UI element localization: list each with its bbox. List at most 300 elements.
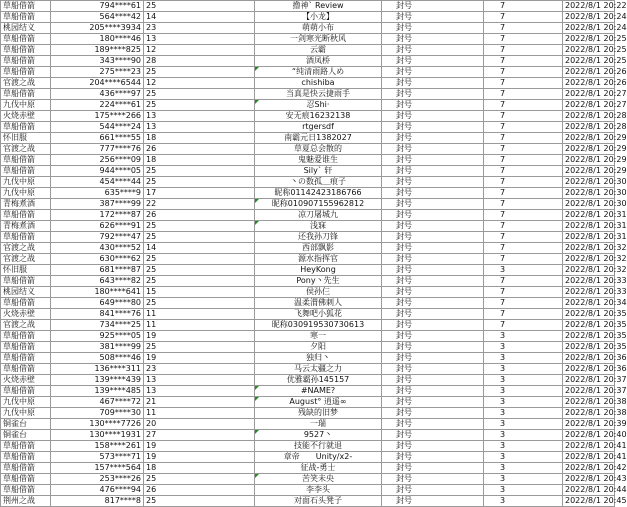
- datetime-cell[interactable]: 2022/8/1 20:27: [563, 89, 615, 100]
- count-cell[interactable]: 3: [484, 430, 563, 441]
- team-cell[interactable]: 草船借箭: [1, 1, 51, 12]
- team-cell[interactable]: 火烧赤壁: [1, 111, 51, 122]
- team-cell[interactable]: 铜雀台: [1, 430, 51, 441]
- nickname-cell[interactable]: 侯孙仨: [255, 287, 382, 298]
- level-cell[interactable]: 19: [144, 441, 255, 452]
- team-cell[interactable]: 草船借箭: [1, 45, 51, 56]
- uid-cell[interactable]: 777****76: [51, 144, 144, 155]
- level-cell[interactable]: 19: [144, 353, 255, 364]
- datetime-cell[interactable]: 2022/8/1 20:35: [563, 309, 615, 320]
- level-cell[interactable]: 25: [144, 177, 255, 188]
- datetime-cell[interactable]: 2022/8/1 20:22: [563, 1, 615, 12]
- count-cell[interactable]: 7: [484, 254, 563, 265]
- count-cell[interactable]: 7: [484, 188, 563, 199]
- level-cell[interactable]: 13: [144, 34, 255, 45]
- team-cell[interactable]: 九伐中原: [1, 100, 51, 111]
- count-cell[interactable]: 7: [484, 287, 563, 298]
- nickname-cell[interactable]: 残缺的旧梦: [255, 408, 382, 419]
- count-cell[interactable]: 3: [484, 419, 563, 430]
- uid-cell[interactable]: 275****23: [51, 67, 144, 78]
- action-cell[interactable]: 封号: [382, 375, 484, 386]
- action-cell[interactable]: 封号: [382, 463, 484, 474]
- nickname-cell[interactable]: 苦笑未央: [255, 474, 382, 485]
- count-cell[interactable]: 7: [484, 177, 563, 188]
- action-cell[interactable]: 封号: [382, 67, 484, 78]
- action-cell[interactable]: 封号: [382, 386, 484, 397]
- nickname-cell[interactable]: 西部飘影: [255, 243, 382, 254]
- nickname-cell[interactable]: 凉刀屠城九: [255, 210, 382, 221]
- team-cell[interactable]: 草船借箭: [1, 298, 51, 309]
- datetime-cell[interactable]: 2022/8/1 20:35: [563, 320, 615, 331]
- nickname-cell[interactable]: 忍Shi·: [255, 100, 382, 111]
- count-cell[interactable]: 3: [484, 485, 563, 496]
- uid-cell[interactable]: 454****44: [51, 177, 144, 188]
- count-cell[interactable]: 3: [484, 496, 563, 507]
- count-cell[interactable]: 7: [484, 320, 563, 331]
- uid-cell[interactable]: 544****24: [51, 122, 144, 133]
- uid-cell[interactable]: 343****90: [51, 56, 144, 67]
- action-cell[interactable]: 封号: [382, 485, 484, 496]
- level-cell[interactable]: 18: [144, 155, 255, 166]
- level-cell[interactable]: 25: [144, 496, 255, 507]
- count-cell[interactable]: 7: [484, 210, 563, 221]
- team-cell[interactable]: 青梅煮酒: [1, 199, 51, 210]
- uid-cell[interactable]: 172****87: [51, 210, 144, 221]
- datetime-cell[interactable]: 2022/8/1 20:41: [563, 441, 615, 452]
- action-cell[interactable]: 封号: [382, 155, 484, 166]
- count-cell[interactable]: 3: [484, 331, 563, 342]
- action-cell[interactable]: 封号: [382, 221, 484, 232]
- level-cell[interactable]: 13: [144, 111, 255, 122]
- uid-cell[interactable]: 139****485: [51, 386, 144, 397]
- nickname-cell[interactable]: 撸神` Review: [255, 1, 382, 12]
- action-cell[interactable]: 封号: [382, 166, 484, 177]
- nickname-cell[interactable]: 章帝 Unity/x2-: [255, 452, 382, 463]
- datetime-cell[interactable]: 2022/8/1 20:24: [563, 12, 615, 23]
- datetime-cell[interactable]: 2022/8/1 20:33: [563, 276, 615, 287]
- uid-cell[interactable]: 180****46: [51, 34, 144, 45]
- nickname-cell[interactable]: 草夏总会散的: [255, 144, 382, 155]
- count-cell[interactable]: 7: [484, 100, 563, 111]
- datetime-cell[interactable]: 2022/8/1 20:25: [563, 56, 615, 67]
- uid-cell[interactable]: 158****261: [51, 441, 144, 452]
- team-cell[interactable]: 草船借箭: [1, 56, 51, 67]
- team-cell[interactable]: 草船借箭: [1, 232, 51, 243]
- level-cell[interactable]: 17: [144, 188, 255, 199]
- team-cell[interactable]: 九伐中原: [1, 188, 51, 199]
- datetime-cell[interactable]: 2022/8/1 20:43: [563, 474, 615, 485]
- level-cell[interactable]: 18: [144, 133, 255, 144]
- action-cell[interactable]: 封号: [382, 34, 484, 45]
- level-cell[interactable]: 23: [144, 364, 255, 375]
- uid-cell[interactable]: 381****99: [51, 342, 144, 353]
- level-cell[interactable]: 25: [144, 1, 255, 12]
- action-cell[interactable]: 封号: [382, 177, 484, 188]
- team-cell[interactable]: 官渡之战: [1, 78, 51, 89]
- team-cell[interactable]: 草船借箭: [1, 474, 51, 485]
- level-cell[interactable]: 13: [144, 386, 255, 397]
- uid-cell[interactable]: 139****439: [51, 375, 144, 386]
- action-cell[interactable]: 封号: [382, 496, 484, 507]
- team-cell[interactable]: 青梅煮酒: [1, 221, 51, 232]
- count-cell[interactable]: 3: [484, 397, 563, 408]
- level-cell[interactable]: 27: [144, 430, 255, 441]
- datetime-cell[interactable]: 2022/8/1 20:32: [563, 243, 615, 254]
- team-cell[interactable]: 草船借箭: [1, 67, 51, 78]
- uid-cell[interactable]: 467****72: [51, 397, 144, 408]
- nickname-cell[interactable]: August° 逍遥∞: [255, 397, 382, 408]
- team-cell[interactable]: 草船借箭: [1, 155, 51, 166]
- datetime-cell[interactable]: 2022/8/1 20:29: [563, 133, 615, 144]
- count-cell[interactable]: 7: [484, 221, 563, 232]
- team-cell[interactable]: 草船借箭: [1, 122, 51, 133]
- nickname-cell[interactable]: rtgersdf: [255, 122, 382, 133]
- nickname-cell[interactable]: 丶の数孤＿痕子: [255, 177, 382, 188]
- level-cell[interactable]: 19: [144, 331, 255, 342]
- team-cell[interactable]: 草船借箭: [1, 364, 51, 375]
- level-cell[interactable]: 15: [144, 287, 255, 298]
- action-cell[interactable]: 封号: [382, 45, 484, 56]
- level-cell[interactable]: 26: [144, 144, 255, 155]
- action-cell[interactable]: 封号: [382, 441, 484, 452]
- uid-cell[interactable]: 630****62: [51, 254, 144, 265]
- count-cell[interactable]: 7: [484, 67, 563, 78]
- team-cell[interactable]: 草船借箭: [1, 166, 51, 177]
- action-cell[interactable]: 封号: [382, 419, 484, 430]
- datetime-cell[interactable]: 2022/8/1 20:33: [563, 287, 615, 298]
- team-cell[interactable]: 官渡之战: [1, 320, 51, 331]
- team-cell[interactable]: 草船借箭: [1, 210, 51, 221]
- level-cell[interactable]: 25: [144, 166, 255, 177]
- count-cell[interactable]: 7: [484, 276, 563, 287]
- action-cell[interactable]: 封号: [382, 232, 484, 243]
- nickname-cell[interactable]: 萌萌小布: [255, 23, 382, 34]
- datetime-cell[interactable]: 2022/8/1 20:32: [563, 265, 615, 276]
- datetime-cell[interactable]: 2022/8/1 20:44: [563, 485, 615, 496]
- nickname-cell[interactable]: 鬼魅爱谁生: [255, 155, 382, 166]
- count-cell[interactable]: 7: [484, 23, 563, 34]
- count-cell[interactable]: 7: [484, 298, 563, 309]
- nickname-cell[interactable]: 安无痕16232138: [255, 111, 382, 122]
- level-cell[interactable]: 21: [144, 397, 255, 408]
- uid-cell[interactable]: 204****6544: [51, 78, 144, 89]
- action-cell[interactable]: 封号: [382, 144, 484, 155]
- action-cell[interactable]: 封号: [382, 397, 484, 408]
- action-cell[interactable]: 封号: [382, 309, 484, 320]
- datetime-cell[interactable]: 2022/8/1 20:31: [563, 221, 615, 232]
- count-cell[interactable]: 7: [484, 1, 563, 12]
- action-cell[interactable]: 封号: [382, 320, 484, 331]
- level-cell[interactable]: 25: [144, 221, 255, 232]
- count-cell[interactable]: 7: [484, 89, 563, 100]
- uid-cell[interactable]: 476****94: [51, 485, 144, 496]
- count-cell[interactable]: 7: [484, 78, 563, 89]
- action-cell[interactable]: 封号: [382, 56, 484, 67]
- level-cell[interactable]: 13: [144, 375, 255, 386]
- datetime-cell[interactable]: 2022/8/1 20:31: [563, 232, 615, 243]
- uid-cell[interactable]: 841****76: [51, 309, 144, 320]
- action-cell[interactable]: 封号: [382, 1, 484, 12]
- datetime-cell[interactable]: 2022/8/1 20:30: [563, 177, 615, 188]
- datetime-cell[interactable]: 2022/8/1 20:38: [563, 397, 615, 408]
- count-cell[interactable]: 7: [484, 243, 563, 254]
- datetime-cell[interactable]: 2022/8/1 20:35: [563, 342, 615, 353]
- nickname-cell[interactable]: 一剑寒光断秋风: [255, 34, 382, 45]
- team-cell[interactable]: 草船借箭: [1, 331, 51, 342]
- uid-cell[interactable]: 817****8: [51, 496, 144, 507]
- level-cell[interactable]: 25: [144, 254, 255, 265]
- team-cell[interactable]: 怀旧服: [1, 265, 51, 276]
- nickname-cell[interactable]: 源水指挥官: [255, 254, 382, 265]
- level-cell[interactable]: 13: [144, 122, 255, 133]
- uid-cell[interactable]: 681****87: [51, 265, 144, 276]
- datetime-cell[interactable]: 2022/8/1 20:28: [563, 111, 615, 122]
- count-cell[interactable]: 7: [484, 12, 563, 23]
- count-cell[interactable]: 7: [484, 144, 563, 155]
- count-cell[interactable]: 3: [484, 463, 563, 474]
- level-cell[interactable]: 19: [144, 452, 255, 463]
- team-cell[interactable]: 草船借箭: [1, 89, 51, 100]
- datetime-cell[interactable]: 2022/8/1 20:25: [563, 45, 615, 56]
- nickname-cell[interactable]: 当真是快云捷雨手: [255, 89, 382, 100]
- team-cell[interactable]: 草船借箭: [1, 276, 51, 287]
- nickname-cell[interactable]: 寒一: [255, 331, 382, 342]
- level-cell[interactable]: 25: [144, 232, 255, 243]
- action-cell[interactable]: 封号: [382, 23, 484, 34]
- nickname-cell[interactable]: 李李头: [255, 485, 382, 496]
- action-cell[interactable]: 封号: [382, 122, 484, 133]
- level-cell[interactable]: 26: [144, 485, 255, 496]
- level-cell[interactable]: 25: [144, 100, 255, 111]
- action-cell[interactable]: 封号: [382, 474, 484, 485]
- datetime-cell[interactable]: 2022/8/1 20:38: [563, 408, 615, 419]
- datetime-cell[interactable]: 2022/8/1 20:30: [563, 188, 615, 199]
- team-cell[interactable]: 火烧赤壁: [1, 375, 51, 386]
- action-cell[interactable]: 封号: [382, 342, 484, 353]
- nickname-cell[interactable]: 昵称030919530730613: [255, 320, 382, 331]
- nickname-cell[interactable]: 征战-勇士: [255, 463, 382, 474]
- level-cell[interactable]: 14: [144, 12, 255, 23]
- count-cell[interactable]: 3: [484, 353, 563, 364]
- count-cell[interactable]: 3: [484, 452, 563, 463]
- level-cell[interactable]: 26: [144, 210, 255, 221]
- action-cell[interactable]: 封号: [382, 12, 484, 23]
- datetime-cell[interactable]: 2022/8/1 20:42: [563, 463, 615, 474]
- level-cell[interactable]: 22: [144, 199, 255, 210]
- nickname-cell[interactable]: 对面石头凳子: [255, 496, 382, 507]
- count-cell[interactable]: 3: [484, 408, 563, 419]
- count-cell[interactable]: 3: [484, 375, 563, 386]
- team-cell[interactable]: 怀旧服: [1, 133, 51, 144]
- uid-cell[interactable]: 925****05: [51, 331, 144, 342]
- nickname-cell[interactable]: Sily` 轩: [255, 166, 382, 177]
- level-cell[interactable]: 25: [144, 89, 255, 100]
- datetime-cell[interactable]: 2022/8/1 20:26: [563, 78, 615, 89]
- action-cell[interactable]: 封号: [382, 408, 484, 419]
- action-cell[interactable]: 封号: [382, 133, 484, 144]
- nickname-cell[interactable]: 酒凤桥: [255, 56, 382, 67]
- count-cell[interactable]: 3: [484, 386, 563, 397]
- uid-cell[interactable]: 649****80: [51, 298, 144, 309]
- nickname-cell[interactable]: 南霸元日1382027: [255, 133, 382, 144]
- uid-cell[interactable]: 635****9: [51, 188, 144, 199]
- count-cell[interactable]: 7: [484, 309, 563, 320]
- uid-cell[interactable]: 205****3934: [51, 23, 144, 34]
- level-cell[interactable]: 11: [144, 309, 255, 320]
- uid-cell[interactable]: 387****99: [51, 199, 144, 210]
- nickname-cell[interactable]: 还我孙刀锋: [255, 232, 382, 243]
- datetime-cell[interactable]: 2022/8/1 20:36: [563, 353, 615, 364]
- count-cell[interactable]: 7: [484, 166, 563, 177]
- action-cell[interactable]: 封号: [382, 452, 484, 463]
- nickname-cell[interactable]: 昵称010907155962812: [255, 199, 382, 210]
- uid-cell[interactable]: 944****05: [51, 166, 144, 177]
- action-cell[interactable]: 封号: [382, 111, 484, 122]
- nickname-cell[interactable]: 优雅霸孙145157: [255, 375, 382, 386]
- datetime-cell[interactable]: 2022/8/1 20:29: [563, 144, 615, 155]
- count-cell[interactable]: 7: [484, 45, 563, 56]
- uid-cell[interactable]: 189****825: [51, 45, 144, 56]
- uid-cell[interactable]: 436****97: [51, 89, 144, 100]
- action-cell[interactable]: 封号: [382, 353, 484, 364]
- level-cell[interactable]: 11: [144, 408, 255, 419]
- count-cell[interactable]: 7: [484, 133, 563, 144]
- uid-cell[interactable]: 130****7726: [51, 419, 144, 430]
- count-cell[interactable]: 3: [484, 364, 563, 375]
- action-cell[interactable]: 封号: [382, 331, 484, 342]
- team-cell[interactable]: 桃园结义: [1, 23, 51, 34]
- datetime-cell[interactable]: 2022/8/1 20:25: [563, 34, 615, 45]
- nickname-cell[interactable]: 浅寐: [255, 221, 382, 232]
- team-cell[interactable]: 九伐中原: [1, 397, 51, 408]
- count-cell[interactable]: 3: [484, 441, 563, 452]
- uid-cell[interactable]: 430****52: [51, 243, 144, 254]
- team-cell[interactable]: 官渡之战: [1, 144, 51, 155]
- datetime-cell[interactable]: 2022/8/1 20:27: [563, 100, 615, 111]
- nickname-cell[interactable]: 马云太疆之力: [255, 364, 382, 375]
- level-cell[interactable]: 25: [144, 474, 255, 485]
- team-cell[interactable]: 草船借箭: [1, 353, 51, 364]
- level-cell[interactable]: 20: [144, 419, 255, 430]
- nickname-cell[interactable]: Pony丶先生: [255, 276, 382, 287]
- level-cell[interactable]: 28: [144, 56, 255, 67]
- team-cell[interactable]: 火烧赤壁: [1, 309, 51, 320]
- datetime-cell[interactable]: 2022/8/1 20:37: [563, 386, 615, 397]
- action-cell[interactable]: 封号: [382, 89, 484, 100]
- datetime-cell[interactable]: 2022/8/1 20:37: [563, 375, 615, 386]
- nickname-cell[interactable]: HeyKong: [255, 265, 382, 276]
- uid-cell[interactable]: 792****47: [51, 232, 144, 243]
- datetime-cell[interactable]: 2022/8/1 20:28: [563, 122, 615, 133]
- uid-cell[interactable]: 224****61: [51, 100, 144, 111]
- action-cell[interactable]: 封号: [382, 243, 484, 254]
- level-cell[interactable]: 25: [144, 265, 255, 276]
- action-cell[interactable]: 封号: [382, 100, 484, 111]
- count-cell[interactable]: 7: [484, 122, 563, 133]
- count-cell[interactable]: 7: [484, 199, 563, 210]
- uid-cell[interactable]: 734****25: [51, 320, 144, 331]
- level-cell[interactable]: 11: [144, 320, 255, 331]
- level-cell[interactable]: 23: [144, 23, 255, 34]
- level-cell[interactable]: 12: [144, 45, 255, 56]
- datetime-cell[interactable]: 2022/8/1 20:26: [563, 67, 615, 78]
- level-cell[interactable]: 25: [144, 298, 255, 309]
- team-cell[interactable]: 铜雀台: [1, 419, 51, 430]
- uid-cell[interactable]: 256****09: [51, 155, 144, 166]
- action-cell[interactable]: 封号: [382, 78, 484, 89]
- uid-cell[interactable]: 661****55: [51, 133, 144, 144]
- nickname-cell[interactable]: chishiba: [255, 78, 382, 89]
- action-cell[interactable]: 封号: [382, 254, 484, 265]
- uid-cell[interactable]: 643****82: [51, 276, 144, 287]
- datetime-cell[interactable]: 2022/8/1 20:29: [563, 166, 615, 177]
- datetime-cell[interactable]: 2022/8/1 20:31: [563, 210, 615, 221]
- datetime-cell[interactable]: 2022/8/1 20:29: [563, 155, 615, 166]
- action-cell[interactable]: 封号: [382, 364, 484, 375]
- count-cell[interactable]: 3: [484, 474, 563, 485]
- level-cell[interactable]: 25: [144, 67, 255, 78]
- action-cell[interactable]: 封号: [382, 188, 484, 199]
- team-cell[interactable]: 荆州之战: [1, 496, 51, 507]
- count-cell[interactable]: 7: [484, 56, 563, 67]
- nickname-cell[interactable]: 独归丶: [255, 353, 382, 364]
- uid-cell[interactable]: 157****564: [51, 463, 144, 474]
- team-cell[interactable]: 九伐中原: [1, 408, 51, 419]
- uid-cell[interactable]: 626****91: [51, 221, 144, 232]
- team-cell[interactable]: 官渡之战: [1, 243, 51, 254]
- action-cell[interactable]: 封号: [382, 298, 484, 309]
- nickname-cell[interactable]: 技能不行就退: [255, 441, 382, 452]
- nickname-cell[interactable]: 一瑞: [255, 419, 382, 430]
- uid-cell[interactable]: 709****30: [51, 408, 144, 419]
- nickname-cell[interactable]: 温柔渭佛刺人: [255, 298, 382, 309]
- uid-cell[interactable]: 564****42: [51, 12, 144, 23]
- team-cell[interactable]: 草船借箭: [1, 12, 51, 23]
- nickname-cell[interactable]: #NAME?: [255, 386, 382, 397]
- count-cell[interactable]: 7: [484, 111, 563, 122]
- team-cell[interactable]: 官渡之战: [1, 254, 51, 265]
- level-cell[interactable]: 12: [144, 78, 255, 89]
- uid-cell[interactable]: 130****1931: [51, 430, 144, 441]
- uid-cell[interactable]: 573****71: [51, 452, 144, 463]
- action-cell[interactable]: 封号: [382, 199, 484, 210]
- team-cell[interactable]: 九伐中原: [1, 177, 51, 188]
- count-cell[interactable]: 7: [484, 155, 563, 166]
- datetime-cell[interactable]: 2022/8/1 20:35: [563, 331, 615, 342]
- team-cell[interactable]: 草船借箭: [1, 463, 51, 474]
- nickname-cell[interactable]: 昵称01142423186766: [255, 188, 382, 199]
- level-cell[interactable]: 18: [144, 463, 255, 474]
- uid-cell[interactable]: 180****641: [51, 287, 144, 298]
- nickname-cell[interactable]: 【小龙】: [255, 12, 382, 23]
- count-cell[interactable]: 7: [484, 34, 563, 45]
- datetime-cell[interactable]: 2022/8/1 20:30: [563, 199, 615, 210]
- level-cell[interactable]: 14: [144, 243, 255, 254]
- uid-cell[interactable]: 175****266: [51, 111, 144, 122]
- nickname-cell[interactable]: 云霸: [255, 45, 382, 56]
- action-cell[interactable]: 封号: [382, 287, 484, 298]
- nickname-cell[interactable]: 9527丶: [255, 430, 382, 441]
- uid-cell[interactable]: 508****46: [51, 353, 144, 364]
- team-cell[interactable]: 草船借箭: [1, 452, 51, 463]
- action-cell[interactable]: 封号: [382, 430, 484, 441]
- datetime-cell[interactable]: 2022/8/1 20:45: [563, 496, 615, 507]
- team-cell[interactable]: 草船借箭: [1, 34, 51, 45]
- nickname-cell[interactable]: 飞舞吧小狐花: [255, 309, 382, 320]
- action-cell[interactable]: 封号: [382, 276, 484, 287]
- datetime-cell[interactable]: 2022/8/1 20:39: [563, 419, 615, 430]
- datetime-cell[interactable]: 2022/8/1 20:41: [563, 452, 615, 463]
